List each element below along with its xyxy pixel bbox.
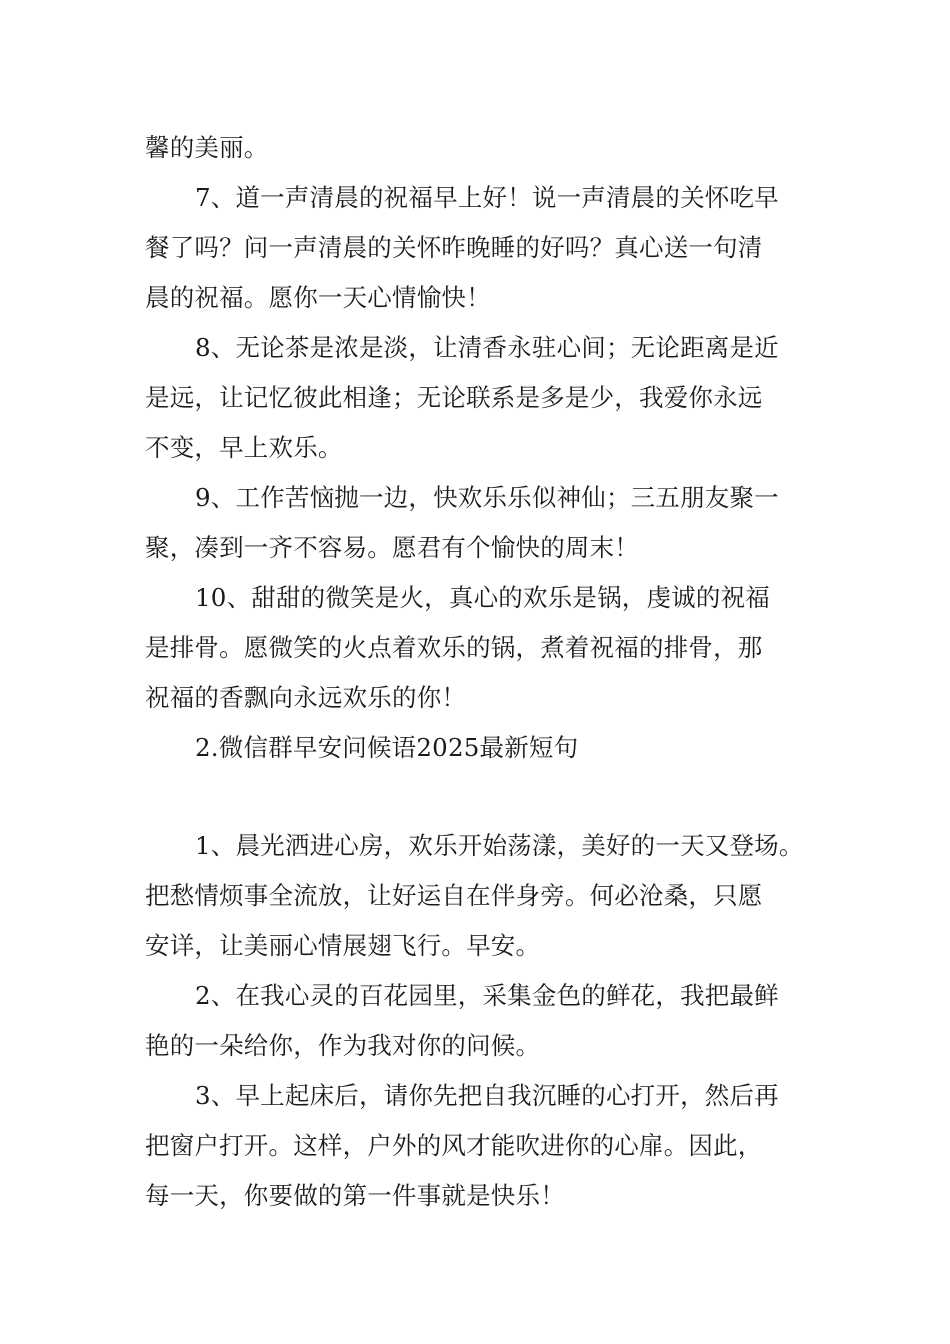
text-block-part2	[145, 821, 815, 1221]
list-item-10-line-3: 祝福的香飘向永远欢乐的你！	[145, 683, 467, 712]
text-block-part1	[145, 123, 815, 773]
list-item-3-line-2: 把窗户打开。这样，户外的风才能吹进你的心扉。因此，	[145, 1131, 763, 1160]
list-item-10-line-1: 10、甜甜的微笑是火，真心的欢乐是锅，虔诚的祝福	[195, 583, 770, 612]
list-item-8-line-2: 是远，让记忆彼此相逢；无论联系是多是少，我爱你永远	[145, 383, 763, 412]
list-item-1-line-1: 1、晨光洒进心房，欢乐开始荡漾，美好的一天又登场。	[195, 831, 804, 860]
list-item-1-line-2: 把愁情烦事全流放，让好运自在伴身旁。何必沧桑，只愿	[145, 881, 763, 910]
paragraph-continuation: 馨的美丽。	[145, 133, 269, 162]
list-item-8-line-3: 不变，早上欢乐。	[145, 433, 343, 462]
list-item-8-line-1: 8、无论茶是浓是淡，让清香永驻心间；无论距离是近	[195, 333, 779, 362]
list-item-9-line-2: 聚，凑到一齐不容易。愿君有个愉快的周末！	[145, 533, 639, 562]
list-item-3-line-3: 每一天，你要做的第一件事就是快乐！	[145, 1181, 565, 1210]
list-item-9-line-1: 9、工作苦恼抛一边，快欢乐乐似神仙；三五朋友聚一	[195, 483, 779, 512]
list-item-7-line-3: 晨的祝福。愿你一天心情愉快！	[145, 283, 491, 312]
list-item-2-line-1: 2、在我心灵的百花园里，采集金色的鲜花，我把最鲜	[195, 981, 779, 1010]
list-item-7-line-2: 餐了吗？问一声清晨的关怀昨晚睡的好吗？真心送一句清	[145, 233, 763, 262]
list-item-10-line-2: 是排骨。愿微笑的火点着欢乐的锅，煮着祝福的排骨，那	[145, 633, 763, 662]
list-item-1-line-3: 安详，让美丽心情展翅飞行。早安。	[145, 931, 541, 960]
list-item-7-line-1: 7、道一声清晨的祝福早上好！说一声清晨的关怀吃早	[195, 183, 779, 212]
list-item-2-line-2: 艳的一朵给你，作为我对你的问候。	[145, 1031, 541, 1060]
section-heading: 2.微信群早安问候语2025最新短句	[195, 733, 579, 762]
list-item-3-line-1: 3、早上起床后，请你先把自我沉睡的心打开，然后再	[195, 1081, 779, 1110]
